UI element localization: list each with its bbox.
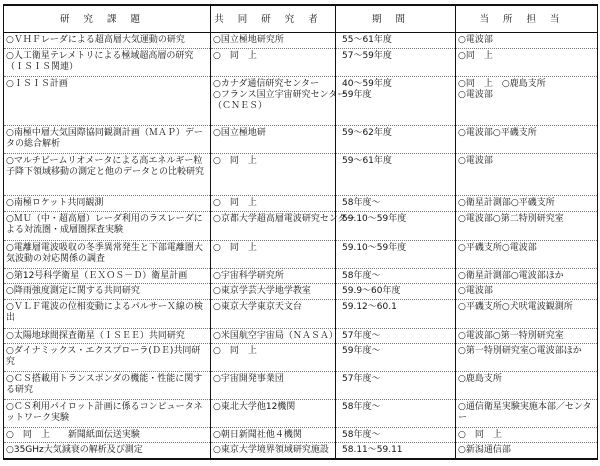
partners-cell — [211, 268, 336, 284]
table-row — [4, 126, 598, 154]
table-row — [4, 212, 598, 241]
cell-line: 58年度～ — [342, 429, 381, 440]
cell-line: ○朝日新聞社他４機関 — [213, 429, 302, 440]
table-row — [4, 77, 598, 126]
partners-cell — [211, 443, 336, 459]
period-cell — [336, 344, 456, 372]
cell-line: ○同 上 ○鹿島支所 — [458, 79, 546, 90]
cell-line: ○ＣＳ搭載用トランスポンダの機能・性能に関する研究 — [6, 374, 203, 396]
cell-line: 58年度～ — [342, 401, 381, 412]
cell-line: ○ＩＳＩＳ計画 — [6, 79, 68, 90]
subject-cell — [4, 427, 211, 443]
cell-line: ○国立極地研 — [213, 128, 266, 139]
staff-cell — [456, 344, 598, 372]
cell-line: ○降雨強度測定に関する共同研究 — [6, 286, 140, 297]
cell-line: ○太陽地球間探査衛星（ＩＳＥＥ）共同研究 — [6, 330, 185, 341]
research-table — [3, 4, 598, 460]
period-cell — [336, 372, 456, 400]
subject-cell — [4, 196, 211, 212]
cell-line: ○電波部○第二特別研究室 — [458, 214, 564, 224]
table-row — [4, 154, 598, 196]
cell-line: ○国立極地研究所 — [213, 35, 284, 45]
table-body — [4, 33, 598, 460]
cell-line: 59年度～ — [342, 346, 381, 357]
cell-line: 57年度～ — [342, 374, 381, 385]
period-cell — [336, 427, 456, 443]
staff-cell — [456, 48, 598, 77]
cell-line: ○宇宙科学研究所 — [213, 270, 284, 281]
staff-cell — [456, 399, 598, 427]
cell-line: ○鹿島支所 — [458, 374, 502, 385]
period-cell — [336, 33, 456, 49]
partners-cell — [211, 344, 336, 372]
subject-cell — [4, 126, 211, 154]
staff-cell — [456, 33, 598, 49]
cell-line: ○通信衛星実験実施本部／センター — [458, 401, 592, 423]
cell-line: ○ダイナミックス・エクスプローラ(ＤＥ)共同研究 — [6, 346, 201, 368]
partners-cell — [211, 299, 336, 328]
table-row — [4, 344, 598, 372]
cell-line: ○ 同 上 新聞紙面伝送実験 — [6, 429, 140, 440]
subject-cell — [4, 212, 211, 241]
subject-cell — [4, 399, 211, 427]
table-row — [4, 196, 598, 212]
table-row — [4, 443, 598, 459]
cell-line: ○ 同 上 — [213, 50, 257, 61]
subject-cell — [4, 240, 211, 268]
cell-line: ○平磯支所○電波部 — [458, 242, 537, 253]
cell-line: 59年度 — [342, 90, 372, 101]
subject-cell — [4, 48, 211, 77]
subject-cell — [4, 344, 211, 372]
cell-line: ○人工衛星テレメトリによる極域超高層の研究 — [6, 50, 194, 61]
partners-cell — [211, 427, 336, 443]
subject-cell — [4, 299, 211, 328]
header-staff: 当所担当 — [456, 5, 598, 33]
cell-line: 40～59年度 — [342, 79, 392, 90]
partners-cell — [211, 399, 336, 427]
cell-line: ○米国航空宇宙局（ＮＡＳＡ） — [213, 330, 338, 341]
cell-line: ○東京学芸大学地学教室 — [213, 286, 311, 297]
cell-line: ○電波部 — [458, 90, 493, 101]
period-cell — [336, 154, 456, 196]
partners-cell — [211, 154, 336, 196]
header-subject: 研究課題 — [4, 5, 211, 33]
staff-cell — [456, 443, 598, 459]
period-cell — [336, 77, 456, 126]
period-cell — [336, 299, 456, 328]
cell-line: 59.10～59年度 — [342, 242, 407, 253]
header-row — [4, 5, 598, 33]
header-period: 期間 — [336, 5, 456, 33]
cell-line: 59～62年度 — [342, 128, 392, 139]
partners-cell — [211, 48, 336, 77]
cell-line: ○衛星計測部○電波部ほか — [458, 270, 564, 281]
cell-line: ○第12号科学衛星（ＥＸＯＳ－Ｄ）衛星計画 — [6, 270, 188, 281]
subject-cell — [4, 328, 211, 344]
cell-line: ○ＭＵ（中・超高層）レーダ利用のラスレーダによる対流圏・成層圏探査実験 — [6, 214, 203, 235]
period-cell — [336, 196, 456, 212]
cell-line: ○衛星計測部○平磯支所 — [458, 198, 555, 209]
cell-line: ○新潟通信部 — [458, 445, 511, 456]
staff-cell — [456, 299, 598, 328]
cell-line: ○電波部 — [458, 156, 493, 167]
table-row — [4, 284, 598, 300]
cell-line: ○同 上 — [458, 50, 493, 61]
cell-line: ○電離層電波吸収の冬季異常発生と下部電離圏大気波動の対応関係の調査 — [6, 242, 203, 264]
cell-line: 59.12～60.1 — [342, 301, 397, 312]
cell-line: ○東京大学東京天文台 — [213, 301, 302, 312]
partners-cell — [211, 240, 336, 268]
cell-line: ○ 同 上 — [213, 346, 257, 357]
period-cell — [336, 328, 456, 344]
period-cell — [336, 284, 456, 300]
staff-cell — [456, 196, 598, 212]
table-row — [4, 328, 598, 344]
cell-line: ○フランス国立宇宙研究センター — [213, 90, 347, 101]
cell-line: ○電波部○平磯支所 — [458, 128, 537, 139]
subject-cell — [4, 77, 211, 126]
table-row — [4, 240, 598, 268]
cell-line: 58年度～ — [342, 198, 381, 209]
staff-cell — [456, 427, 598, 443]
subject-cell — [4, 284, 211, 300]
partners-cell — [211, 77, 347, 126]
cell-line: 57～59年度 — [342, 50, 392, 61]
staff-cell — [456, 240, 598, 268]
subject-cell — [4, 154, 211, 196]
partners-cell — [211, 284, 336, 300]
cell-line: 59～61年度 — [342, 156, 392, 167]
cell-line: （ＩＳＩＳ関連） — [6, 61, 79, 72]
table-row — [4, 268, 598, 284]
header-partners: 共同研究者 — [211, 5, 336, 33]
cell-line: ○南極ロケット共同観測 — [6, 198, 104, 209]
cell-line: ○ 同 上 — [213, 156, 257, 167]
cell-line: ○ＶＨＦレーダによる超高層大気運動の研究 — [6, 35, 185, 45]
cell-line: ○マルチビームリオメータによる高エネルギー粒子降下領域移動の測定と他のデータとの比較研究 — [6, 156, 205, 178]
staff-cell — [456, 77, 598, 126]
subject-cell — [4, 372, 211, 400]
cell-line: ○東北大学他12機関 — [213, 401, 296, 412]
partners-cell — [211, 33, 336, 49]
table-row — [4, 399, 598, 427]
partners-cell — [211, 372, 336, 400]
cell-line: ○平磯支所○犬吠電波観測所 — [458, 301, 573, 312]
subject-cell — [4, 443, 211, 459]
cell-line: ○電波部 — [458, 35, 493, 45]
staff-cell — [456, 372, 598, 400]
subject-cell — [4, 33, 211, 49]
cell-line: ○東京大学境界領域研究施設 — [213, 445, 329, 456]
partners-cell — [211, 126, 336, 154]
cell-line: ○電波部 — [458, 286, 493, 297]
cell-line: 57年度～ — [342, 330, 381, 341]
cell-line: ○宇宙開発事業団 — [213, 374, 284, 385]
staff-cell — [456, 284, 598, 300]
partners-cell — [211, 328, 336, 344]
cell-line: ○ 同 上 — [213, 242, 257, 253]
cell-line: （ＣＮＥＳ） — [213, 101, 268, 112]
staff-cell — [456, 328, 598, 344]
cell-line: ○京都大学超高層電波研究センター — [213, 214, 356, 224]
period-cell — [336, 443, 456, 459]
cell-line: ○ 同 上 — [213, 198, 257, 209]
cell-line: 55～61年度 — [342, 35, 392, 45]
cell-line: ○35GHz大気減衰の解析及び測定 — [6, 445, 143, 456]
staff-cell — [456, 154, 598, 196]
period-cell — [336, 268, 456, 284]
table-row — [4, 372, 598, 400]
table-row — [4, 33, 598, 49]
staff-cell — [456, 212, 598, 241]
cell-line: ○ＣＳ利用パイロット計画に係るコンピュータネットワーク実験 — [6, 401, 203, 423]
table-row — [4, 48, 598, 77]
staff-cell — [456, 126, 598, 154]
period-cell — [336, 48, 456, 77]
period-cell — [336, 399, 456, 427]
subject-cell — [4, 268, 211, 284]
cell-line: ○第一特別研究室○電波部ほか — [458, 346, 582, 357]
staff-cell — [456, 268, 598, 284]
cell-line: ○カナダ通信研究センター — [213, 79, 320, 90]
table-row — [4, 299, 598, 328]
cell-line: ○南極中層大気国際協同観測計画（ＭＡＰ）データの総合解析 — [6, 128, 203, 150]
cell-line: 59.9～60年度 — [342, 286, 401, 297]
cell-line: 59.10～59年度 — [342, 214, 407, 224]
partners-cell — [211, 212, 356, 241]
cell-line: 58.11～59.11 — [342, 445, 403, 456]
cell-line: ○電波部○第一特別研究室 — [458, 330, 564, 341]
partners-cell — [211, 196, 336, 212]
cell-line: ○ 同 上 — [458, 429, 502, 440]
period-cell — [336, 212, 456, 241]
cell-line: ○ＶＬＦ電波の位相変動によるパルサーＸ線の検出 — [6, 301, 203, 323]
table-row — [4, 427, 598, 443]
period-cell — [336, 126, 456, 154]
cell-line: 58年度～ — [342, 270, 381, 281]
period-cell — [336, 240, 456, 268]
